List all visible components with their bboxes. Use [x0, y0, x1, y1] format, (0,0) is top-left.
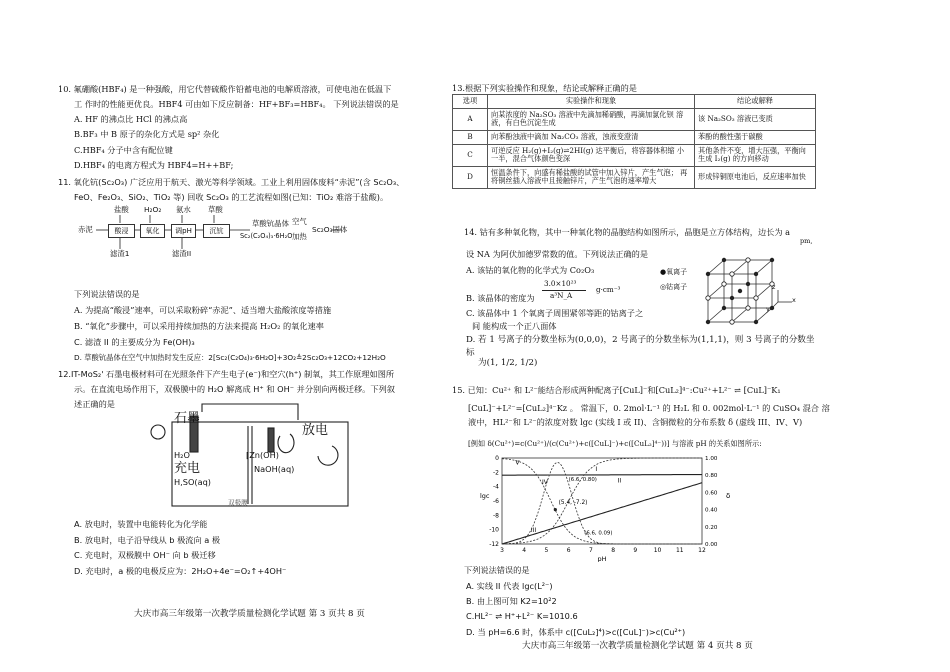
table-row: [453, 144, 816, 166]
flow-reagent-h2o2: H₂O₂: [144, 205, 162, 214]
y2-tick-label: 1.00: [705, 456, 718, 462]
curve-label-III: III: [530, 526, 537, 534]
table-cell: 其他条件不变，增大压强，平衡向生成 I₂(g) 的方向移动: [695, 144, 816, 166]
q15-chart: [470, 452, 732, 562]
q12-label-graphite: 石墨: [174, 411, 201, 426]
q14-density-numerator: 3.0×10²³: [544, 279, 577, 288]
y-tick-label: -4: [493, 483, 499, 491]
x-tick-label: 8: [611, 547, 616, 554]
q10-option-d: D.HBF₄ 的电离方程式为 HBF4=H++BF;: [74, 160, 234, 170]
y-tick-label: 0: [495, 455, 499, 462]
q13-header-option: 选项: [453, 95, 488, 109]
q12-label-discharge: 放电: [302, 423, 329, 438]
table-row: [453, 108, 816, 130]
q14-option-b: B. 该晶体的密度为: [466, 293, 535, 303]
q11-stem-line1: 11. 氧化钪(Sc₂O₃) 广泛应用于航天、激光等科学领域。工业上利用固体废料“赤泥”(含 Sc₂O₃、: [58, 177, 405, 187]
flow-step-adjust-ph: 调pH: [171, 224, 196, 238]
q13-table-header: [453, 95, 816, 109]
flow-step-oxidation: 氧化: [140, 224, 165, 238]
q14-axis-z: z: [772, 283, 776, 291]
table-cell: 恒温条件下，向盛有稀盐酸的试管中加入锌片，产生气泡； 再将铜丝插入溶液中且接触锌片，产生气泡的速率增大: [488, 166, 695, 188]
x-tick-label: 10: [653, 547, 662, 554]
x-tick-label: 11: [675, 547, 684, 554]
flow-start: 赤泥: [78, 225, 93, 234]
flow-reagent-oxalic: 草酸: [208, 205, 223, 214]
flow-product-formula: Sc₂(C₂O₄)₃·6H₂O: [240, 232, 293, 240]
q14-axis-x: x: [792, 296, 796, 304]
x-tick-label: 12: [698, 547, 706, 554]
flow-air: 空气: [292, 217, 307, 226]
flow-residue-2: 滤渣II: [172, 249, 192, 258]
flow-heat: 加热: [292, 232, 307, 241]
q12-option-b: B. 放电时，电子沿导线从 b 极流向 a 极: [74, 535, 221, 545]
table-cell: 形成锌铜原电池后，反应速率加快: [695, 166, 816, 188]
y-tick-label: -8: [493, 512, 499, 520]
flow-product-label: 草酸钪晶体: [252, 219, 289, 228]
y-tick-label: -2: [493, 469, 499, 477]
y2-axis-label: δ: [726, 492, 731, 500]
q15-stem-line2: [CuL]⁻+L²⁻=[CuL₂]⁴⁻Kz 。 常温下，0. 2mol·L⁻¹ 的 H₂L 和 0. 002mol·L⁻¹ 的 CuSO₄ 混合 溶: [468, 403, 830, 413]
q10-option-c: C.HBF₄ 分子中含有配位键: [74, 145, 173, 155]
x-tick-label: 7: [588, 547, 593, 554]
q10-stem-line2: 工 作时的性能更优良。HBF4 可由如下反应制备：HF+BF₃=HBF₄。 下列说法错误的是: [74, 99, 399, 109]
q14-density-denominator: a³N_A: [550, 291, 573, 300]
flow-reagent-hcl: 盐酸: [114, 205, 129, 214]
q14-unit: pm,: [800, 237, 813, 245]
q13-header-conclusion: 结论或解释: [695, 95, 816, 109]
q15-stem-line3: 液中，HL²⁻和 L²⁻的浓度对数 lgc (实线 I 或 II)、含铜微粒的分布系数 δ (虚线 III、IV、V): [468, 417, 803, 427]
q11-option-a: A. 为提高“酸浸”速率，可以采取粉碎“赤泥”、适当增大盐酸浓度等措施: [74, 305, 332, 315]
q14-option-d-line2: 标: [466, 348, 475, 358]
x-axis-label: pH: [597, 555, 607, 562]
x-tick-label: 5: [544, 547, 549, 554]
left-page-footer: 大庆市高三年级第一次教学质量检测化学试题 第 3 页共 8 页: [134, 609, 365, 619]
x-tick-label: 4: [522, 547, 527, 554]
q14-option-c-line1: C. 该晶体中 1 个氧离子周围紧邻等距的钴离子之: [466, 308, 644, 318]
table-cell: 向苯酚浊液中滴加 Na₂CO₃ 溶液，浊液变澄清: [488, 130, 695, 144]
q12-stem-line3: 述正确的是: [74, 399, 115, 409]
point-c-label: (6.6, 0.80): [568, 477, 597, 484]
q10-stem-line1: 10. 氟硼酸(HBF₄) 是一种强酸，用它代替硫酸作铅蓄电池的电解质溶液，可使电池在低温下: [58, 84, 392, 94]
q12-stem-line1: 12.IT-MoS₂' 石墨电极材料可在光照条件下产生电子(e⁻)和空穴(h⁺) 制氧，其工作原理如图所: [58, 369, 395, 379]
q11-option-b: B. “氧化”步骤中，可以采用持续加热的方法来提高 H₂O₂ 的氧化速率: [74, 321, 324, 331]
q12-option-a: A. 放电时，装置中电能转化为化学能: [74, 519, 208, 529]
curve-I: [502, 475, 702, 476]
q15-option-a: A. 实线 II 代表 lgc(L²⁻): [466, 581, 553, 591]
q12-option-c: C. 充电时，双极膜中 OH⁻ 向 b 极迁移: [74, 550, 216, 560]
q12-stem-line2: 示。在直流电场作用下，双极膜中的 H₂O 解离成 H⁺ 和 OH⁻ 并分别向两极迁移。下列叙: [74, 384, 395, 394]
curve-label-IV: IV: [542, 478, 548, 486]
table-row: [453, 130, 816, 144]
q14-option-c-line2: 间 能构成一个正八面体: [472, 321, 557, 331]
q12-label-bipolar-membrane: 双极膜: [228, 499, 248, 507]
flow-reagent-ammonia: 氨水: [176, 205, 191, 214]
y2-tick-label: 0.60: [705, 490, 718, 497]
q12-label-right-top: [Zn(OH): [246, 450, 279, 460]
q15-option-c: C.HL²⁻ ⇌ H⁺+L²⁻ K=1010.6: [466, 611, 578, 621]
y2-tick-label: 0.80: [705, 473, 718, 480]
table-cell: 苯酚的酸性强于碳酸: [695, 130, 816, 144]
flow-final: Sc₂O₃固体: [312, 225, 348, 234]
y2-tick-label: 0.20: [705, 524, 718, 531]
q14-legend-oxygen: ●氧离子: [660, 268, 688, 276]
table-row: [453, 166, 816, 188]
table-cell: A: [453, 108, 488, 130]
table-cell: 向某浓度的 Na₂SO₃ 溶液中先滴加稀硝酸，再滴加氯化钡 溶液，有白色沉淀生成: [488, 108, 695, 130]
q15-option-d: D. 当 pH=6.6 时，体系中 c([CuL₂]⁴)>c([CuL]⁻)>c(Cu²⁺): [466, 627, 686, 637]
q11-option-d: D. 草酸钪晶体在空气中加热时发生反应：2[Sc₂(C₂O₄)₃·6H₂O]+3O₂≜2Sc₂O₃+12CO₂+12H₂O: [74, 353, 386, 362]
q14-option-d-line1: D. 若 1 号离子的分数坐标为(0,0,0)，2 号离子的分数坐标为(1,1,1)，则 3 号离子的分数坐: [466, 335, 815, 345]
q13-stem: 13.根据下列实验操作和现象，结论或解释正确的是: [452, 83, 637, 93]
q12-label-left-solution: H,SO(aq): [174, 477, 212, 487]
point-b-label: (6.6, 0.09): [584, 530, 613, 537]
q11-prompt: 下列说法错误的是: [74, 289, 140, 299]
y2-tick-label: 0.40: [705, 507, 718, 514]
table-cell: C: [453, 144, 488, 166]
q14-stem-line1: 14. 钴有多种氧化物，其中一种氧化物的晶胞结构如图所示，晶胞是立方体结构，边长为 a: [464, 227, 791, 237]
curve-label-I: I: [595, 465, 598, 473]
y-tick-label: -10: [489, 526, 499, 534]
table-cell: D: [453, 166, 488, 188]
q14-stem-line2: 设 NA 为阿伏加德罗常数的值。下列说法正确的是: [466, 249, 649, 259]
point-a-marker: [554, 508, 557, 511]
q15-prompt: 下列说法错误的是: [464, 565, 530, 575]
y-tick-label: -12: [489, 541, 499, 548]
q15-option-b: B. 由上图可知 K2=10²2: [466, 596, 557, 606]
point-a-label: (5.4, -7.2): [558, 499, 588, 506]
y-axis-label: lgc: [480, 492, 490, 500]
q13-header-operation: 实验操作和现象: [488, 95, 695, 109]
q10-option-a: A. HF 的沸点比 HCl 的沸点高: [74, 114, 188, 124]
q12-label-right-solution: NaOH(aq): [254, 464, 295, 474]
q12-label-h2o: H₂O: [174, 450, 190, 460]
table-cell: B: [453, 130, 488, 144]
q12-option-d: D. 充电时，a 极的电极反应为：2H₂O+4e⁻=O₂↑+4OH⁻: [74, 566, 287, 576]
y2-tick-label: 0.00: [705, 542, 718, 548]
q13-table: [452, 94, 816, 189]
q14-option-d-line3: 为(1, 1/2, 1/2): [478, 358, 538, 368]
q14-density-unit: g·cm⁻³: [596, 285, 621, 294]
flow-residue-1: 滤渣1: [110, 249, 130, 258]
x-tick-label: 9: [633, 547, 638, 554]
q15-distribution-formula: [例如 δ(Cu²⁺)=c(Cu²⁺)/(c(Cu²⁺)+c([CuL]⁻)+c([CuL₂]⁴⁻))] 与溶液 pH 的关系如图所示:: [468, 439, 762, 448]
table-cell: 该 Na₂SO₃ 溶液已变质: [695, 108, 816, 130]
curve-label-II: II: [617, 477, 622, 485]
y-tick-label: -6: [493, 498, 499, 505]
q14-legend-cobalt: ◎钴离子: [660, 283, 688, 291]
q12-label-charge: 充电: [174, 461, 201, 476]
right-page-footer: 大庆市高三年级第一次教学质量检测化学试题 第 4 页共 8 页: [522, 641, 753, 651]
table-cell: 可逆反应 H₂(g)+I₂(g)⇌2HI(g) 达平衡后，将容器体积缩 小一半，混合气体颜色变深: [488, 144, 695, 166]
q14-axis-y: y: [766, 305, 770, 313]
flow-step-acid-leach: 酸浸: [108, 224, 135, 238]
q14-unit-cell: [700, 256, 800, 328]
q10-option-b: B.BF₃ 中 B 原子的杂化方式是 sp² 杂化: [74, 129, 220, 139]
q14-option-a: A. 该钴的氧化物的化学式为 Co₂O₃: [466, 265, 595, 275]
curve-label-V: V: [515, 459, 520, 467]
flow-arrows: [70, 213, 370, 268]
q11-option-c: C. 滤渣 II 的主要成分为 Fe(OH)₃: [74, 337, 195, 347]
q15-stem-line1: 15. 已知：Cu²⁺ 和 L²⁻能结合形成两种配离子[CuL]⁻和[CuL₂]⁴⁻:Cu²⁺+L²⁻ ⇌ [CuL]⁻K₁: [452, 385, 781, 395]
flow-step-precipitate: 沉钪: [203, 224, 230, 238]
q11-stem-line2: FeO、Fe₂O₃、SiO₂、TiO₂ 等) 回收 Sc₂O₃ 的工艺流程如图(已知：TiO₂ 难溶于盐酸)。: [74, 192, 389, 202]
x-tick-label: 3: [500, 547, 504, 554]
x-tick-label: 6: [566, 547, 571, 554]
